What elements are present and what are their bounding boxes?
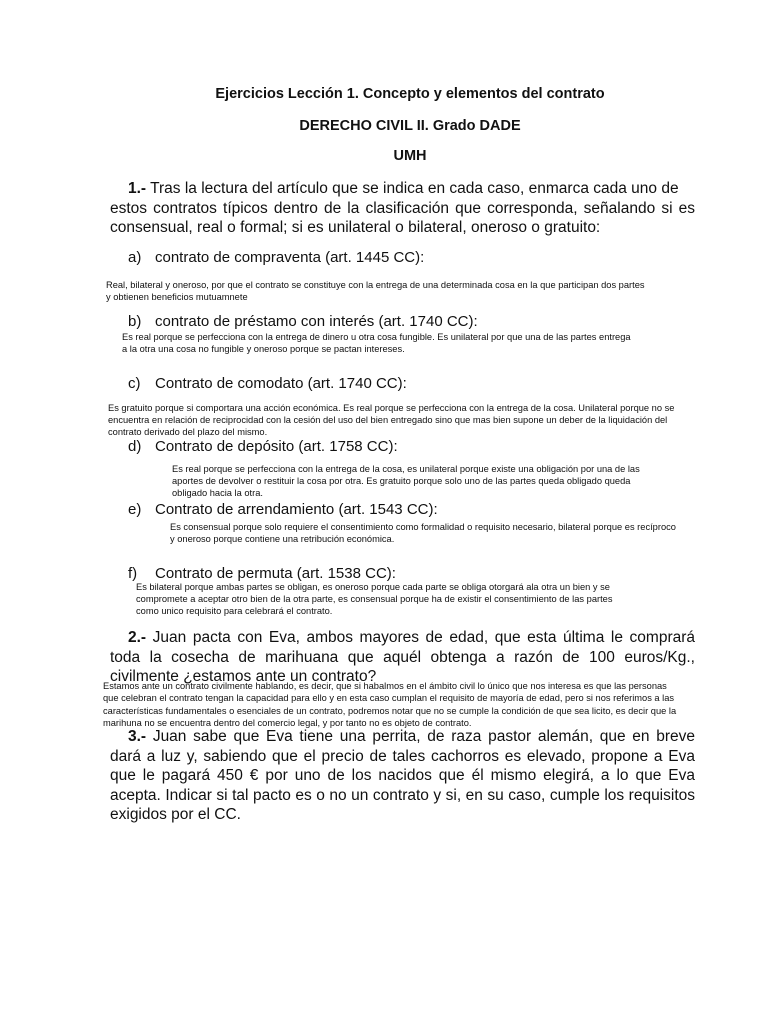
item-text: Contrato de permuta (art. 1538 CC): (155, 565, 396, 582)
item-label: c) (128, 375, 141, 392)
answer-b (122, 331, 631, 355)
question-2-line: toda la cosecha de marihuana que aquél obtenga a razón de 100 euros/Kg., (110, 648, 695, 666)
answer-line: obligado hacia la otra. (172, 488, 263, 499)
question-1 (110, 179, 695, 238)
answer-line: Real, bilateral y oneroso, por que el contrato se constituye con la entrega de una determinada cosa en la que participan dos partes (106, 280, 645, 290)
item-text: Contrato de arrendamiento (art. 1543 CC): (155, 501, 438, 518)
item-label: f) (128, 565, 138, 582)
answer-line: y obtienen beneficios mutuamnete (106, 292, 248, 303)
item-f (128, 565, 396, 582)
document-title: Ejercicios Lección 1. Concepto y elementos del contrato (215, 86, 605, 102)
question-3-line: exigidos por el CC. (110, 806, 241, 823)
answer-line: que celebran el contrato tengan la capacidad para ello y en esta caso cumplan el requisito de mayoría de edad, pero si nos referimos a las (103, 693, 675, 704)
item-text: contrato de compraventa (art. 1445 CC): (155, 249, 425, 266)
answer-e (170, 521, 676, 545)
answer-line: a la otra una cosa no fungible y oneroso porque se pactan intereses. (122, 344, 405, 355)
answer-line: marihuna no se encuentra dentro del comercio legal, y por tanto no es objeto de contrato. (103, 717, 472, 728)
item-label: e) (128, 501, 142, 518)
question-3-line: 3.- Juan sabe que Eva tiene una perrita, de raza pastor alemán, que en breve (128, 728, 695, 745)
university-name: UMH (393, 148, 427, 164)
item-text: contrato de préstamo con interés (art. 1740 CC): (155, 313, 478, 330)
item-a (128, 249, 424, 266)
question-1-number: 1.- (128, 180, 147, 197)
answer-line: compromete a aceptar otro bien de la otra parte, es consensual porque ha de existir el consentimiento de las partes (136, 594, 613, 605)
question-3-line: dará a luz y, sabiendo que el precio de tales cachorros es elevado, propone a Eva (110, 747, 695, 765)
answer-line: como unico requisito para celebrará el contrato. (136, 606, 333, 617)
answer-line: aportes de devolver o restituir la cosa por otra. Es gratuito porque solo uno de las partes queda obligado queda (172, 476, 631, 487)
question-3-line: acepta. Indicar si tal pacto es o no un contrato y si, en su caso, cumple los requisitos (110, 786, 695, 804)
answer-a (106, 279, 645, 303)
question-3 (110, 727, 695, 825)
answer-line: Es consensual porque solo requiere el consentimiento como formalidad o requisito necesario, bilateral porque es recíproco (170, 522, 676, 532)
item-b (128, 313, 478, 330)
answer-line: Es real porque se perfecciona con la entrega de dinero u otra cosa fungible. Es unilateral por que una de las partes entrega (122, 332, 631, 342)
question-2 (110, 628, 695, 687)
answer-line: Es gratuito porque si comportara una acción económica. Es real porque se perfecciona con la entrega de la cosa. Unilateral porque no se (108, 403, 675, 413)
answer-d (172, 463, 640, 500)
answer-f (136, 581, 612, 618)
question-2-number: 2.- (128, 629, 147, 646)
item-e (128, 501, 438, 518)
answer-q2 (103, 680, 723, 729)
item-label: a) (128, 249, 142, 266)
answer-line: encuentra en relación de reciprocidad con la cesión del uso del bien entregado sino que mas bien supone un deber de la liquidación del (108, 415, 668, 426)
answer-line: Estamos ante un contrato civilmente hablando, es decir, que si habalmos en el ámbito civil lo único que nos interesa es que las personas (103, 681, 667, 691)
question-3-line: que le pagará 450 € por uno de los nacidos que él mismo elegirá, a lo que Eva (110, 767, 695, 784)
question-3-number: 3.- (128, 728, 147, 745)
answer-line: Es real porque se perfecciona con la entrega de la cosa, es unilateral porque existe una obligación por una de las (172, 464, 640, 474)
item-label: b) (128, 313, 142, 330)
answer-c (108, 402, 674, 439)
question-1-line: consensual, real o formal; si es unilateral o bilateral, oneroso o gratuito: (110, 219, 601, 236)
item-label: d) (128, 438, 142, 455)
question-2-line: 2.- Juan pacta con Eva, ambos mayores de edad, que esta última le comprará (128, 629, 696, 646)
item-d (128, 438, 398, 455)
course-name: DERECHO CIVIL II. Grado DADE (299, 118, 521, 134)
item-text: Contrato de depósito (art. 1758 CC): (155, 438, 398, 455)
answer-line: contrato derivado del plazo del mismo. (108, 427, 268, 438)
answer-line: características fundamentales o esenciales de un contrato, podremos notar que no se cumple la condición de que sea licito, es decir que la (103, 705, 677, 716)
question-2-line: civilmente ¿estamos ante un contrato? (110, 668, 377, 685)
question-1-line: 1.- Tras la lectura del artículo que se indica en cada caso, enmarca cada uno de (128, 180, 679, 197)
question-1-line: estos contratos típicos dentro de la clasificación que corresponda, señalando si es (110, 199, 695, 217)
item-c (128, 375, 407, 392)
answer-line: Es bilateral porque ambas partes se obligan, es oneroso porque cada parte se obliga otorgará ala otra un bien y se (136, 582, 610, 592)
item-text: Contrato de comodato (art. 1740 CC): (155, 375, 407, 392)
answer-line: y oneroso porque contiene una retribución económica. (170, 534, 395, 545)
